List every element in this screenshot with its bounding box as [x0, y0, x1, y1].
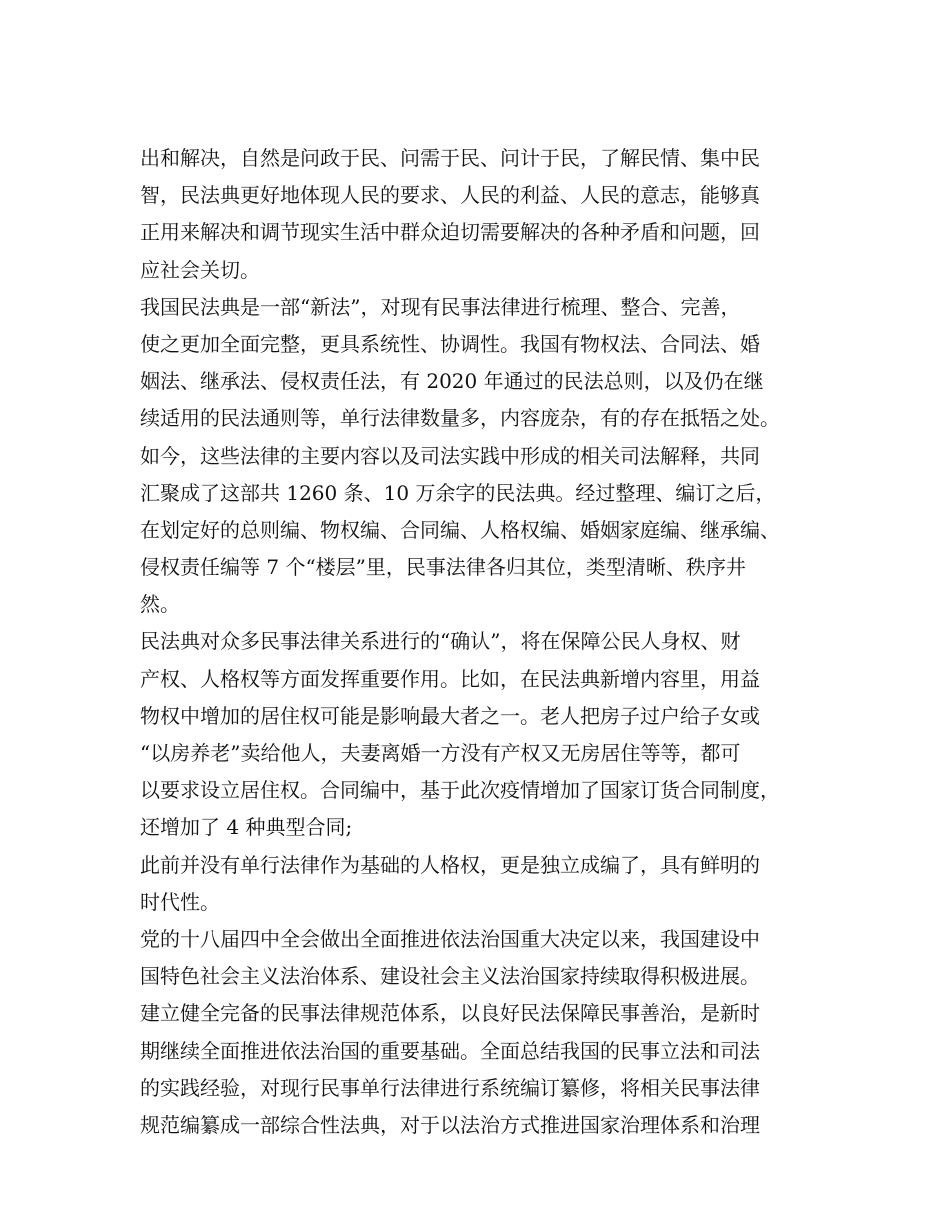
text-line: 使之更加全面完整，更具系统性、协调性。我国有物权法、合同法、婚 — [140, 331, 760, 356]
text-line: 还增加了 4 种典型合同; — [140, 815, 353, 840]
text-line: “以房养老”卖给他人，夫妻离婚一方没有产权又无房居住等等，都可 — [140, 741, 741, 765]
text-line: 物权中增加的居住权可能是影响最大者之一。老人把房子过户给子女或 — [140, 703, 760, 728]
text-line: 以要求设立居住权。合同编中，基于此次疫情增加了国家订货合同制度， — [140, 778, 780, 803]
text-line: 在划定好的总则编、物权编、合同编、人格权编、婚姻家庭编、继承编、 — [140, 517, 780, 542]
text-line: 智，民法典更好地体现人民的要求、人民的利益、人民的意志，能够真 — [140, 183, 760, 208]
text-line: 我国民法典是一部“新法”，对现有民事法律进行梳理、整合、完善， — [140, 294, 741, 319]
text-line: 规范编纂成一部综合性法典，对于以法治方式推进国家治理体系和治理 — [140, 1112, 760, 1137]
text-line: 出和解决，自然是问政于民、问需于民、问计于民，了解民情、集中民 — [140, 146, 760, 170]
text-line: 姻法、继承法、侵权责任法，有 2020 年通过的民法总则，以及仍在继 — [140, 369, 764, 394]
text-line: 此前并没有单行法律作为基础的人格权，更是独立成编了，具有鲜明的 — [140, 852, 760, 877]
text-line: 侵权责任编等 7 个“楼层”里，民事法律各归其位，类型清晰、秩序井 — [140, 555, 746, 580]
document-body — [140, 140, 830, 1144]
text-line: 国特色社会主义法治体系、建设社会主义法治国家持续取得积极进展。 — [140, 964, 760, 989]
text-line: 然。 — [140, 592, 180, 617]
text-line: 续适用的民法通则等，单行法律数量多，内容庞杂，有的存在抵牾之处。 — [140, 406, 780, 431]
text-line: 时代性。 — [140, 889, 220, 914]
text-line: 党的十八届四中全会做出全面推进依法治国重大决定以来，我国建设中 — [140, 926, 760, 951]
text-line: 正用来解决和调节现实生活中群众迫切需要解决的各种矛盾和问题，回 — [140, 220, 760, 245]
text-line: 应社会关切。 — [140, 257, 260, 282]
text-line: 民法典对众多民事法律关系进行的“确认”，将在保障公民人身权、财 — [140, 629, 741, 654]
text-line: 汇聚成了这部共 1260 条、10 万余字的民法典。经过整理、编订之后， — [140, 480, 776, 505]
text-line: 如今，这些法律的主要内容以及司法实践中形成的相关司法解释，共同 — [140, 443, 760, 468]
text-line: 建立健全完备的民事法律规范体系，以良好民法保障民事善治，是新时 — [140, 1001, 760, 1026]
text-line: 产权、人格权等方面发挥重要作用。比如，在民法典新增内容里，用益 — [140, 666, 760, 691]
text-line: 期继续全面推进依法治国的重要基础。全面总结我国的民事立法和司法 — [140, 1038, 760, 1063]
text-line: 的实践经验，对现行民事单行法律进行系统编订纂修，将相关民事法律 — [140, 1075, 760, 1100]
